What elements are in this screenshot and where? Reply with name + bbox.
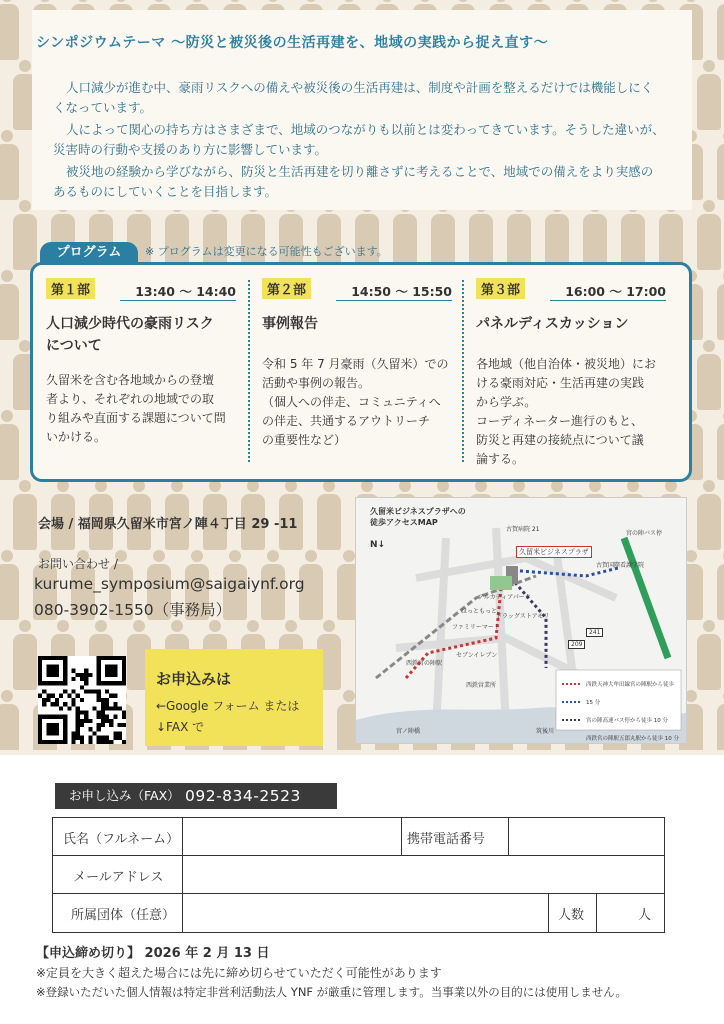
person-figure-icon [506,200,532,270]
part-desc-line: 論する。 [476,452,525,466]
person-figure-icon [164,200,190,270]
fax-number: 092-834-2523 [185,787,301,805]
part-desc-line: 防災と再建の接続点について議 [476,433,644,447]
person-figure-icon [0,270,20,340]
map-title [370,506,466,528]
person-figure-icon [12,620,38,690]
part-desc-line: （個人への伴走、コミュニティへ [262,395,441,409]
map-label: 西鉄宮の陣駅 [406,660,443,667]
person-figure-icon [316,200,342,270]
person-figure-icon [0,690,20,750]
map-destination-label: 久留米ビジネスプラザ [516,546,592,558]
theme-paragraph-1-cont: くなっています。 [53,100,153,115]
apply-google-form: ←Google フォーム または [156,699,300,713]
person-figure-icon [354,200,380,270]
part-desc-line: 者より、それぞれの地域での取 [46,392,215,406]
count-field[interactable] [597,894,664,932]
map-title-line: 徒歩アクセスMAP [370,518,438,527]
org-field-label: 所属団体（任意） [71,908,176,923]
person-figure-icon [620,200,646,270]
map-label: 古賀病院 21 [506,526,540,533]
theme-title: シンポジウムテーマ 〜防災と被災後の生活再建を、地域の実践から捉え直す〜 [36,35,549,51]
part-description [46,371,236,447]
part-time: 13:40 〜 14:40 [135,284,236,299]
part-desc-line: の伴走、共通するアウトリーチ [262,414,431,428]
contact-label: お問い合わせ / [38,557,118,571]
person-figure-icon [582,200,608,270]
part-desc-line: り組みや直面する課題について問 [46,411,226,425]
fax-header-label: お申し込み（FAX） [69,788,180,803]
person-figure-icon [696,480,722,550]
fax-header [55,783,337,809]
map-label: 筑後川 [536,728,555,735]
venue-address: 会場 / 福岡県久留米市宮ノ陣４丁目 29 -11 [38,517,298,532]
program-note: ※ プログラムは変更になる可能性もございます。 [145,245,388,258]
part-desc-line: の重要性など） [262,433,347,447]
part-title-line: パネルディスカッション [476,316,629,332]
part-desc-line: 各地域（他自治体・被災地）にお [476,357,657,371]
fax-form-table [52,817,665,933]
person-figure-icon [392,200,418,270]
map-label: 宮ノ陣橋 [396,728,421,735]
part-desc-line: 久留米を含む各地域からの登壇 [46,373,215,387]
map-legend-item: 宮の陣高速バス停から徒歩 10 分 [586,718,668,724]
person-figure-icon [696,60,722,130]
part-title [46,313,236,357]
map-legend-item: 西鉄天神大牟田線宮の陣駅から徒歩 15 分 [586,682,675,706]
note-capacity: ※定員を大きく超えた場合には先に締め切らせていただく可能性があります [36,966,442,980]
part-title [476,313,666,335]
contact-email[interactable]: kurume_symposium@saigaiynf.org [34,575,305,593]
contact-phone[interactable]: 080-3902-1550（事務局） [34,601,232,619]
part-description [476,355,666,469]
person-figure-icon [716,690,724,750]
person-figure-icon [12,200,38,270]
person-figure-icon [278,200,304,270]
person-figure-icon [468,200,494,270]
map-legend [586,676,681,744]
count-field-label: 人数 [558,908,585,923]
part-title-line: 事例報告 [262,316,318,332]
part-badge: 第１部 [46,278,95,299]
deadline: 【申込締め切り】 2026 年 2 月 13 日 [36,946,270,961]
apply-title: お申込みは [156,670,232,688]
park-area [490,576,512,590]
north-arrow-icon: N↓ [370,540,386,550]
part-title [262,313,452,335]
road-sign-209: 209 [568,640,585,649]
table-col-divider [548,893,549,932]
map-label: セブンイレブン [456,652,498,659]
part-divider [462,280,464,462]
part-desc-line: から学ぶ。 [476,395,537,409]
theme-paragraph-2-cont: 災害時の行動や支援のあり方に影響しています。 [53,142,328,157]
part-underline [120,300,236,301]
theme-paragraph-3-cont: あるものにしていくことを目指します。 [53,184,278,199]
person-figure-icon [696,620,722,690]
person-figure-icon [696,200,722,270]
part-desc-line: 令和 5 年 7 月豪雨（久留米）での [262,357,449,371]
person-figure-icon [716,130,724,200]
program-part-2 [262,278,452,450]
person-figure-icon [12,480,38,550]
map-label: 古賀国際看護学院 [596,562,645,569]
part-desc-line: いかける。 [46,430,107,444]
theme-paragraph-1: 人口減少が進む中、豪雨リスクへの備えや被災後の生活再建は、制度や計画を整えるだけでは機能しにく [66,80,654,95]
person-figure-icon [696,340,722,410]
person-figure-icon [716,550,724,620]
person-figure-icon [0,410,20,480]
road-sign-241: 241 [586,628,603,637]
email-field-label: メールアドレス [73,870,164,885]
access-map [355,497,687,744]
part-title-line: について [46,338,102,354]
note-privacy: ※登録いただいた個人情報は特定非営利活動法人 YNF が厳重に管理します。当事業以外の目的には使用しません。 [36,985,627,999]
person-figure-icon [0,0,20,60]
person-figure-icon [0,130,20,200]
part-divider [248,280,250,462]
map-label: ほっともっと [461,608,498,615]
part-underline [336,300,452,301]
person-figure-icon [0,550,20,620]
apply-fax: ↓FAX で [156,720,205,734]
qr-code-icon[interactable] [38,656,126,744]
part-description [262,355,452,450]
map-label: 西鉄営業所 [466,682,497,689]
mobile-field[interactable] [509,818,664,855]
north-label: N [370,540,378,550]
theme-paragraph-3: 被災地の経験から学びながら、防災と生活再建を切り離さずに考えることで、地域での備えをより実感の [66,164,654,179]
org-field[interactable] [183,894,548,932]
map-title-line: 久留米ビジネスプラザへの [370,507,466,516]
part-badge: 第２部 [262,278,311,299]
name-field[interactable] [183,818,401,855]
program-label: プログラム [40,242,138,264]
theme-paragraph-2: 人によって関心の持ち方はさまざまで、地域のつながりも以前とは変わってきています。そうした違いが、 [66,122,665,137]
part-time: 14:50 〜 15:50 [351,284,452,299]
map-label: ドラッグストアモリ [496,613,550,620]
map-park-label: アルカディアパーク [478,594,531,601]
program-part-3 [476,278,666,469]
email-field[interactable] [183,856,664,893]
part-badge: 第３部 [476,278,525,299]
table-col-divider [401,818,402,855]
part-underline [550,300,666,301]
person-figure-icon [316,480,342,550]
map-label: 宮の陣バス停 [626,530,663,537]
map-label: ファミリーマート [452,624,500,631]
program-part-1 [46,278,236,447]
person-figure-icon [240,200,266,270]
part-desc-line: 活動や事例の報告。 [262,376,371,390]
person-figure-icon [716,270,724,340]
person-figure-icon [430,200,456,270]
part-desc-line: ける豪雨対応・生活再建の実践 [476,376,645,390]
part-title-line: 人口減少時代の豪雨リスク [46,316,214,332]
person-figure-icon [202,200,228,270]
count-unit: 人 [638,908,652,923]
part-desc-line: コーディネーター進行のもと、 [476,414,644,428]
mobile-field-label: 携帯電話番号 [407,832,486,847]
person-figure-icon [716,410,724,480]
part-time: 16:00 〜 17:00 [565,284,666,299]
person-figure-icon [716,0,724,60]
map-legend-item: 西鉄宮の陣駅五郎丸駅から徒歩 10 分 [586,736,679,742]
person-figure-icon [544,200,570,270]
person-figure-icon [658,200,684,270]
name-field-label: 氏名（フルネーム） [63,832,180,847]
